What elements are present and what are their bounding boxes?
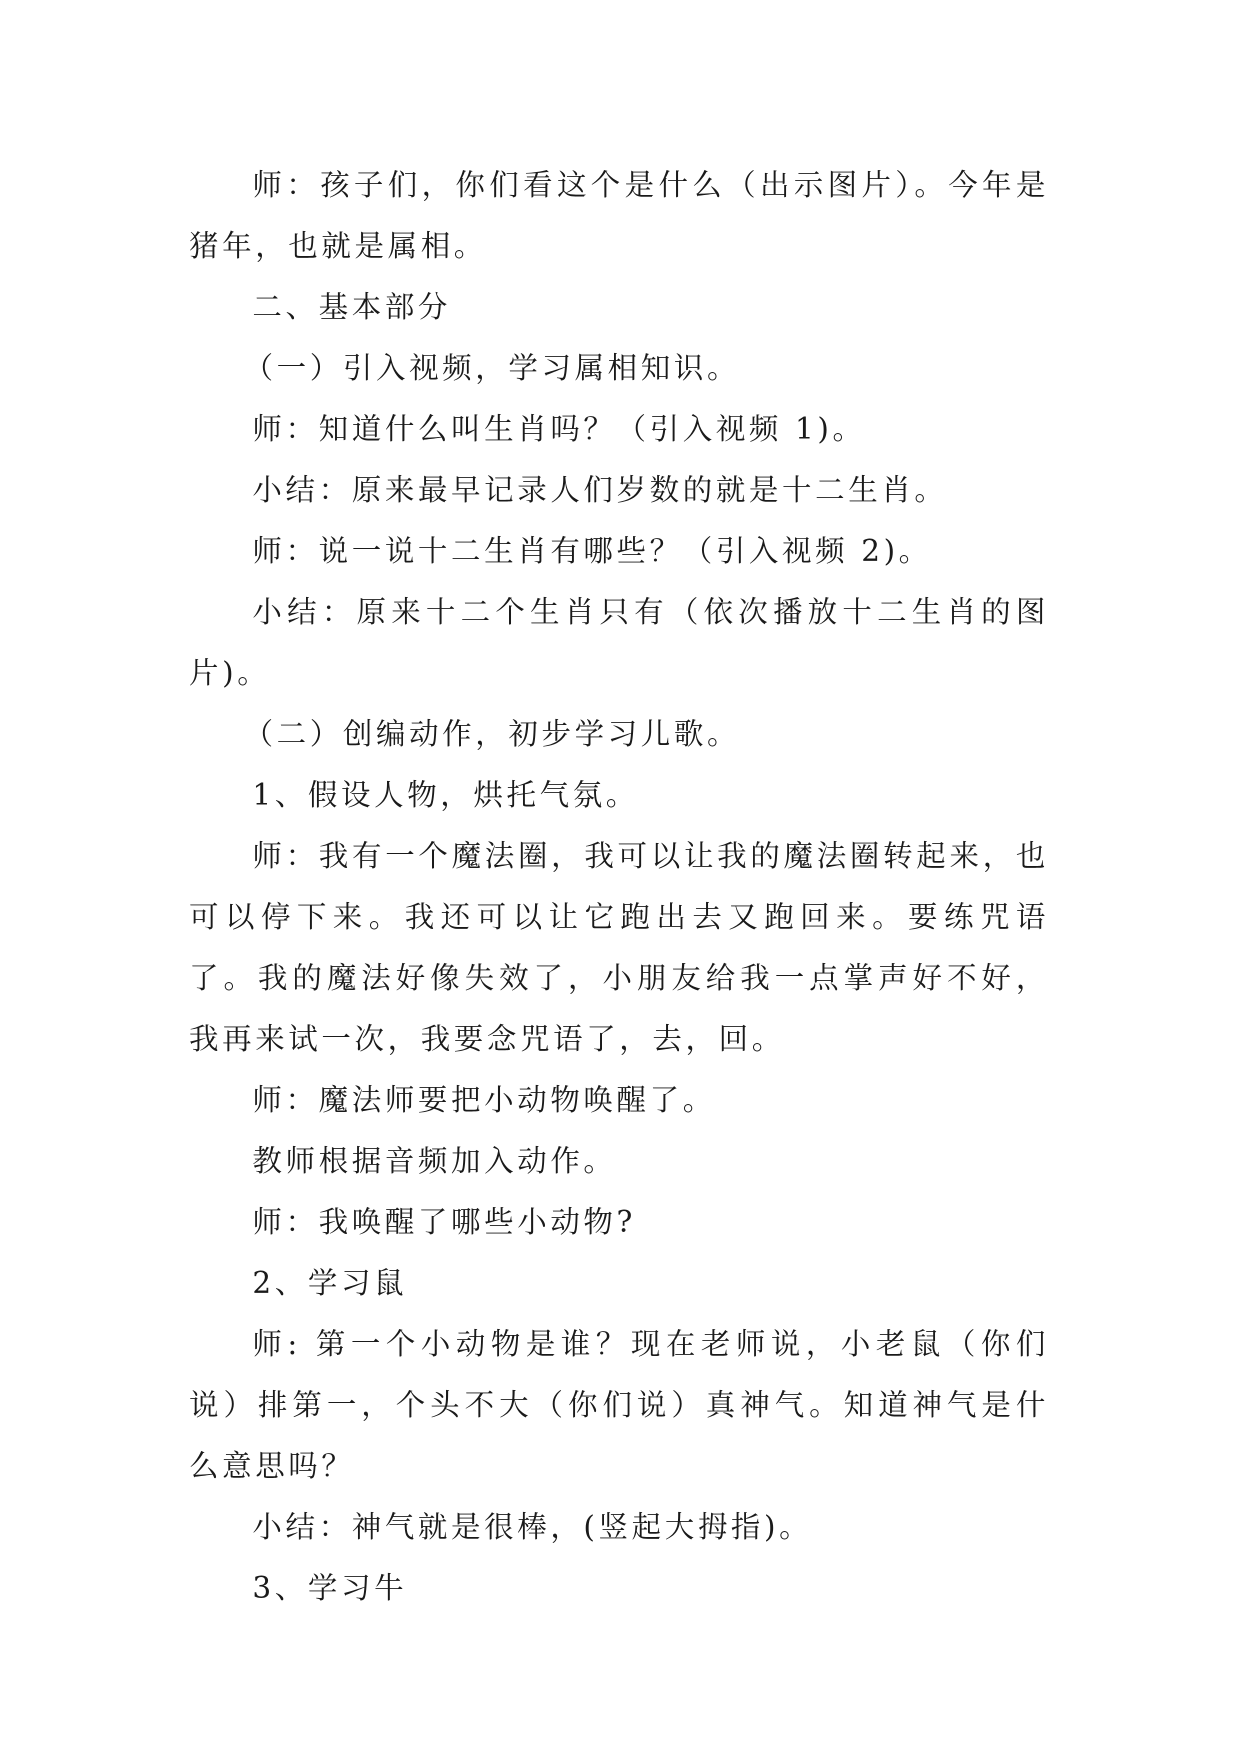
subsection-heading: （一）引入视频，学习属相知识。 [243, 351, 741, 385]
paragraph: 小结：原来十二个生肖只有（依次播放十二生肖的图片)。 [189, 595, 1049, 690]
step-heading: 2、学习鼠 [252, 1266, 408, 1300]
paragraph: 师：说一说十二生肖有哪些？（引入视频 2)。 [252, 534, 932, 568]
step-heading: 1、假设人物，烘托气氛。 [252, 778, 639, 812]
subsection-heading: （二）创编动作，初步学习儿歌。 [243, 717, 741, 751]
section-heading: 二、基本部分 [252, 290, 452, 324]
paragraph: 师：我有一个魔法圈，我可以让我的魔法圈转起来，也可以停下来。我还可以让它跑出去又跑回来。要练咒语了。我的魔法好像失效了，小朋友给我一点掌声好不好，我再来试一次，我要念咒语了，去，回。 [189, 839, 1049, 1056]
paragraph: 师：知道什么叫生肖吗？（引入视频 1)。 [252, 412, 866, 446]
paragraph: 师: 第一个小动物是谁？现在老师说，小老鼠（你们说）排第一，个头不大（你们说）真神气。知道神气是什么意思吗？ [189, 1327, 1049, 1483]
paragraph: 师：魔法师要把小动物唤醒了。 [252, 1083, 716, 1117]
paragraph: 小结：原来最早记录人们岁数的就是十二生肖。 [252, 473, 948, 507]
step-heading: 3、学习牛 [252, 1571, 408, 1605]
document-body [189, 155, 1049, 1619]
paragraph: 小结：神气就是很棒，(竖起大拇指)。 [252, 1510, 813, 1544]
paragraph: 师：我唤醒了哪些小动物? [252, 1205, 636, 1239]
paragraph: 师：孩子们，你们看这个是什么（出示图片）。今年是猪年，也就是属相。 [189, 168, 1049, 263]
paragraph: 教师根据音频加入动作。 [252, 1144, 617, 1178]
